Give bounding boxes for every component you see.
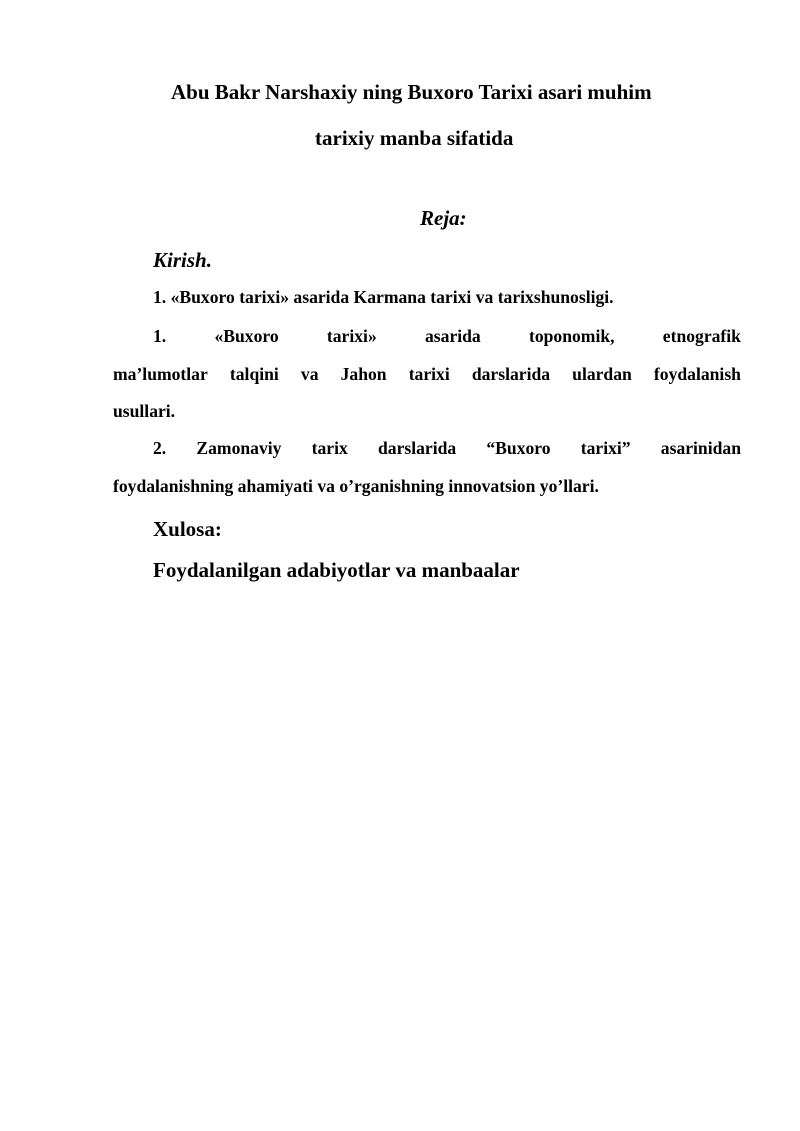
word: tarixi» [326, 326, 377, 346]
references-heading: Foydalanilgan adabiyotlar va manbaalar [153, 558, 520, 582]
word: “Buxoro [486, 438, 551, 458]
word: tarixi” [580, 438, 631, 458]
plan-heading: Reja: [420, 206, 467, 230]
word: talqini [229, 364, 279, 384]
intro-heading: Kirish. [153, 248, 212, 272]
word: asarinidan [660, 438, 741, 458]
document-title-line-1: Abu Bakr Narshaxiy ning Buxoro Tarixi asari muhim [171, 80, 652, 104]
word: 1. [153, 326, 167, 346]
conclusion-heading: Xulosa: [153, 517, 222, 541]
word: toponomik, [528, 326, 615, 346]
word: va [300, 364, 319, 384]
plan-item-2-line-3: usullari. [113, 401, 176, 421]
word: tarixi [408, 364, 450, 384]
word: darslarida [471, 364, 551, 384]
word: asarida [425, 326, 481, 346]
plan-item-2-line-2 [113, 364, 741, 385]
plan-item-2-line-1 [153, 326, 741, 347]
plan-item-3-line-1 [153, 438, 741, 459]
word: «Buxoro [214, 326, 279, 346]
word: Zamonaviy [196, 438, 282, 458]
plan-item-3-line-2: foydalanishning ahamiyati va o’rganishning innovatsion yo’llari. [113, 476, 599, 496]
word: ulardan [572, 364, 632, 384]
plan-item-1: 1. «Buxoro tarixi» asarida Karmana tarixi va tarixshunosligi. [153, 287, 614, 307]
word: darslarida [377, 438, 457, 458]
word: foydalanish [653, 364, 741, 384]
word: ma’lumotlar [113, 364, 208, 384]
document-title-line-2: tarixiy manba sifatida [315, 126, 514, 150]
word: etnografik [662, 326, 741, 346]
word: Jahon [340, 364, 387, 384]
word: 2. [153, 438, 167, 458]
word: tarix [311, 438, 348, 458]
